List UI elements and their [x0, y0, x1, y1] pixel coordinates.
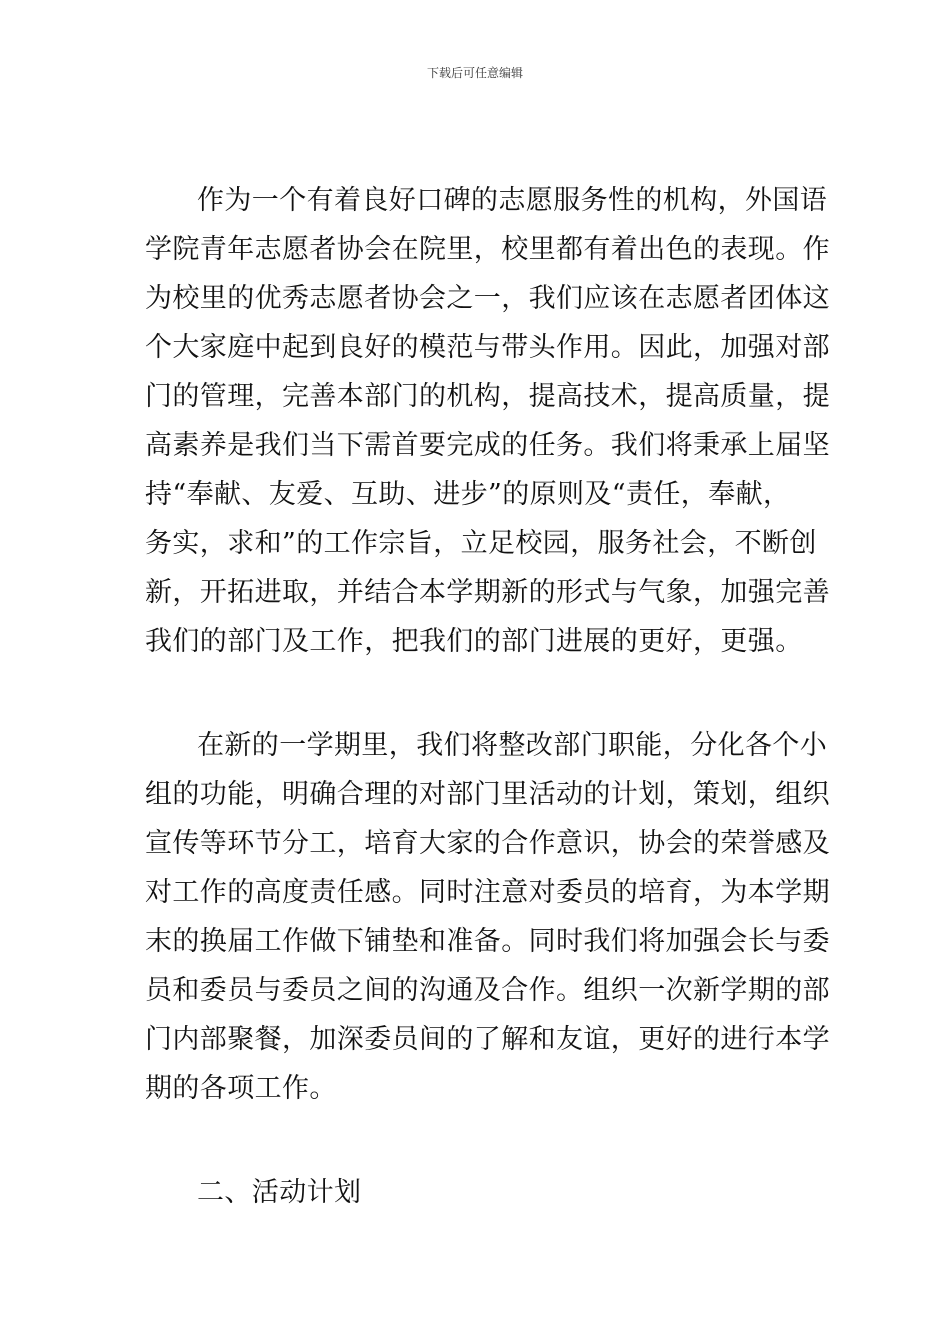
paragraph-line: 对工作的高度责任感。同时注意对委员的培育，为本学期 — [145, 877, 830, 908]
paragraph-line: 学院青年志愿者协会在院里，校里都有着出色的表现。作 — [145, 234, 830, 265]
paragraph-line: 作为一个有着良好口碑的志愿服务性的机构，外国语 — [197, 185, 828, 216]
paragraph-line: 新，开拓进取，并结合本学期新的形式与气象，加强完善 — [145, 577, 830, 608]
paragraph-line: 个大家庭中起到良好的模范与带头作用。因此，加强对部 — [145, 332, 830, 363]
paragraph-line: 员和委员与委员之间的沟通及合作。组织一次新学期的部 — [145, 975, 830, 1006]
paragraph-line: 末的换届工作做下铺垫和准备。同时我们将加强会长与委 — [145, 926, 830, 957]
paragraph-line: 持“奉献、友爱、互助、进步”的原则及“责任，奉献， — [145, 479, 791, 510]
paragraph-line: 为校里的优秀志愿者协会之一，我们应该在志愿者团体这 — [145, 283, 830, 314]
paragraph-line: 组的功能，明确合理的对部门里活动的计划，策划，组织 — [145, 779, 830, 810]
paragraph-line: 宣传等环节分工，培育大家的合作意识，协会的荣誉感及 — [145, 828, 830, 859]
paragraph-line: 务实，求和”的工作宗旨，立足校园，服务社会，不断创 — [145, 528, 817, 559]
paragraph-new-semester-plan — [145, 721, 830, 1113]
section-heading-activity-plan: 二、活动计划 — [197, 1177, 362, 1208]
paragraph-line: 门内部聚餐，加深委员间的了解和友谊，更好的进行本学 — [145, 1024, 830, 1055]
paragraph-line: 高素养是我们当下需首要完成的任务。我们将秉承上届坚 — [145, 430, 830, 461]
paragraph-volunteer-association-intro — [145, 176, 830, 666]
paragraph-line: 期的各项工作。 — [145, 1073, 337, 1104]
page-header-note: 下载后可任意编辑 — [426, 66, 523, 80]
paragraph-line: 门的管理，完善本部门的机构，提高技术，提高质量，提 — [145, 381, 830, 412]
paragraph-line: 我们的部门及工作，把我们的部门进展的更好，更强。 — [145, 626, 803, 657]
paragraph-line: 在新的一学期里，我们将整改部门职能，分化各个小 — [197, 730, 828, 761]
